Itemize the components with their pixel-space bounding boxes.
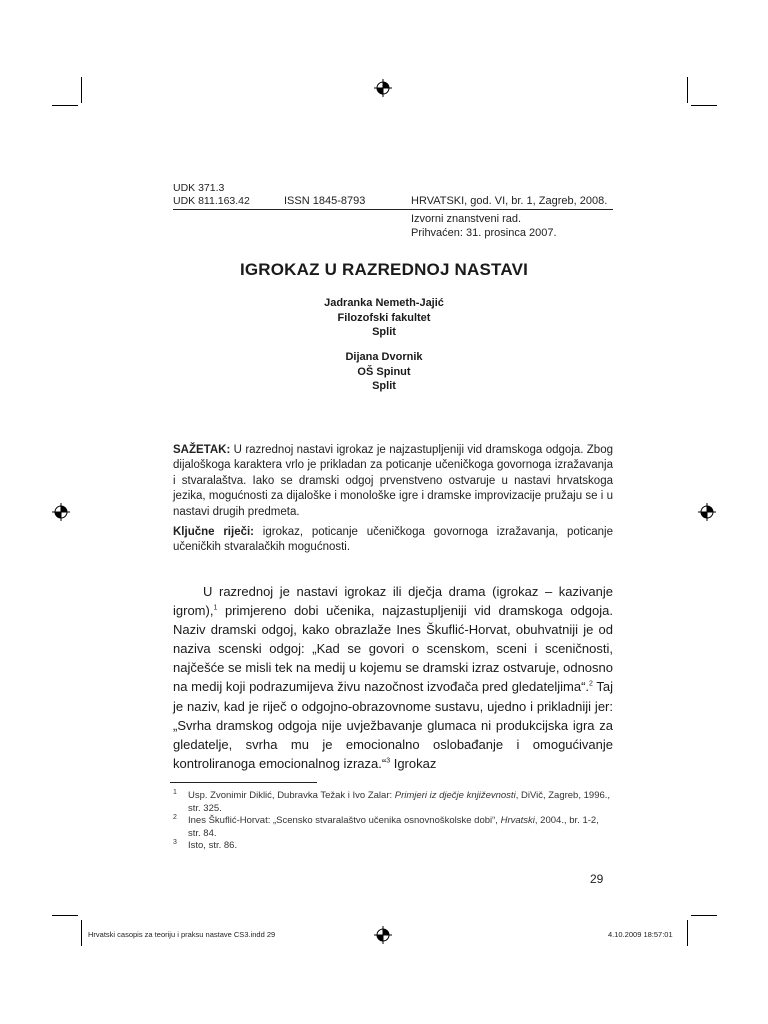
footnote-ref[interactable]: 3 [386, 757, 391, 765]
abstract-text: U razrednoj nastavi igrokaz je najzastupljeniji vid dramskoga odgoja. Zbog dijaloškoga karaktera vrlo je prikladan za poticanje učeničkoga govornoga izražavanja i stvaralaštva. Iako se dramski odgoj prvenstveno ostvaruje u nastavi hrvatskoga jezika, mogućnosti za dijaloške i monološke igre i dramske improvizacije pružaju se i u nastavi drugih predmeta. [173, 444, 613, 518]
author-name: Jadranka Nemeth-Jajić [324, 297, 444, 309]
crop-mark-tl-h [52, 105, 78, 106]
keywords-text: igrokaz, poticanje učeničkoga govornoga izražavanja, poticanje učeničkih stvaralačkih mogućnosti. [173, 526, 613, 554]
author-affiliation: OŠ Spinut [357, 365, 411, 378]
body-paragraph: U razrednoj je nastavi igrokaz ili dječja drama (igrokaz – kazivanje igrom),$^1$ primjereno dobi učenika, najzastupljeniji vid dramskoga odgoja. Naziv dramski odgoj, kako obrazlaže Ines Škuflić-Horvat, obuhvatniji je od naziva scenski odgoj: „Kad se govori o scenskom, sceni i sceničnosti, najčešće se misli tek na medij u kojemu se dramski izraz ostvaruje, odnosno na medij koji podrazumijeva živu nazočnost izvođača pred gledateljima“.$^2$ Taj je naziv, kad je riječ o odgojno-obrazovnome sustavu, ujedno i prikladniji jer: „Svrha dramskog odgoja nije uvježbavanje glumaca ni produkcijska igra za gledatelje, svrha mu je emocionalno oslobađanje i omogućivanje kontroliranoga emocionalnog izraza.“$^3$ Igrokaz [173, 584, 613, 771]
crop-mark-br-v [687, 920, 688, 946]
author-city: Split [372, 380, 396, 392]
journal-citation: HRVATSKI, god. VI, br. 1, Zagreb, 2008. [411, 195, 608, 207]
slug-timestamp: 4.10.2009 18:57:01 [608, 930, 673, 939]
abstract-label: SAŽETAK: [173, 444, 231, 456]
crop-mark-br-h [691, 915, 717, 916]
udk-code-1: UDK 371.3 [173, 182, 225, 194]
author-block-2 [0, 350, 768, 394]
keywords [173, 525, 613, 556]
author-affiliation: Filozofski fakultet [337, 311, 431, 324]
crop-mark-tr-v [687, 77, 688, 103]
crop-mark-bl-h [52, 915, 78, 916]
slug-filename: Hrvatski casopis za teoriju i praksu nastave CS3.indd 29 [88, 930, 276, 939]
footnote-ref[interactable]: 2 [589, 681, 593, 689]
paper-type: Izvorni znanstveni rad. [411, 213, 522, 225]
footnote: 2 Ines Škuflić-Horvat: „Scensko stvaralaštvo učenika osnovnoškolske dobi“, Hrvatski, 2004., br. 1-2, str. 84. [173, 814, 599, 839]
footnote-rule [170, 782, 317, 783]
registration-mark-icon [374, 926, 392, 944]
header-rule [173, 209, 613, 210]
body-text [173, 582, 613, 773]
registration-mark-icon [52, 503, 70, 521]
footnote: 1 Usp. Zvonimir Diklić, Dubravka Težak i Ivo Zalar: Primjeri iz dječje književnosti, DiVič, Zagreb, 1996., str. 325. [173, 789, 611, 814]
udk-code-2: UDK 811.163.42 [173, 195, 250, 207]
page-title: IGROKAZ U RAZREDNOJ NASTAVI [239, 260, 529, 279]
author-city: Split [372, 326, 396, 338]
accepted-date: Prihvaćen: 31. prosinca 2007. [411, 227, 557, 239]
author-block-1 [0, 296, 768, 340]
registration-mark-icon [374, 79, 392, 97]
author-name: Dijana Dvornik [345, 351, 423, 363]
crop-mark-tr-h [691, 105, 717, 106]
crop-mark-bl-v [81, 920, 82, 946]
crop-mark-tl-v [81, 77, 82, 103]
abstract [173, 443, 613, 520]
footnotes [173, 790, 613, 853]
page-number: 29 [590, 872, 604, 886]
keywords-label: Ključne riječi: [173, 526, 255, 538]
footnote: 3 Isto, str. 86. [173, 839, 238, 852]
registration-mark-icon [698, 503, 716, 521]
footnote-ref[interactable]: 1 [213, 604, 218, 612]
issn: ISSN 1845-8793 [284, 195, 366, 207]
